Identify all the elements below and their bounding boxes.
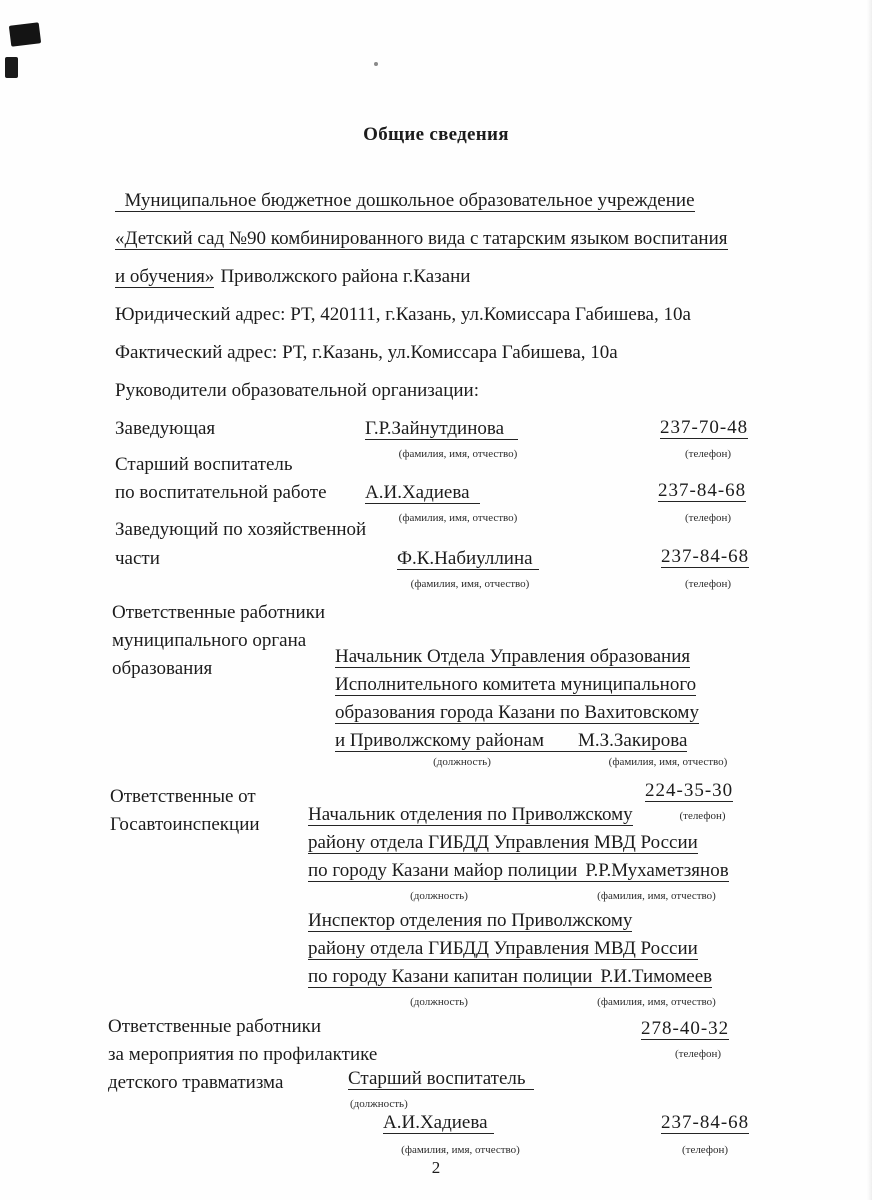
scan-artifact [374, 62, 378, 66]
underlined-text: 237-70-48 [660, 417, 749, 438]
position-caption: (должность) [350, 1098, 408, 1110]
official-phone [645, 778, 733, 804]
leader-name [365, 416, 518, 442]
institution-name-line-2 [115, 226, 728, 252]
officer-position-line [308, 830, 698, 856]
official-position-line [335, 700, 699, 726]
phone-caption: (телефон) [681, 1144, 729, 1156]
officer-position-line [308, 908, 632, 934]
position-caption: (должность) [410, 890, 468, 902]
officer-name: Р.И.Тимомеев [600, 966, 713, 987]
leader-phone [660, 415, 748, 441]
official-position-line [335, 644, 690, 670]
leader-phone [661, 544, 749, 570]
scan-artifact [9, 22, 41, 46]
section-label: образования [112, 658, 213, 679]
phone-caption: (телефон) [679, 810, 726, 822]
position-caption: (должность) [433, 756, 491, 768]
underlined-text: 224-35-30 [645, 780, 734, 801]
phone-caption: (телефон) [684, 512, 732, 524]
leader-name [397, 546, 539, 572]
underlined-text: Начальник отделения по Приволжскому [308, 804, 633, 825]
section-label: Ответственные работники [108, 1016, 322, 1037]
section-label: Госавтоинспекции [110, 814, 260, 835]
scan-artifact [5, 57, 18, 78]
responsible-name [383, 1110, 494, 1136]
fio-caption: (фамилия, имя, отчество) [608, 756, 728, 768]
officer-name: Р.Р.Мухаметзянов [585, 860, 729, 881]
underlined-text: А.И.Хадиева [383, 1112, 494, 1134]
leader-phone [658, 478, 746, 504]
fio-caption: (фамилия, имя, отчество) [401, 1144, 520, 1156]
leader-name [365, 480, 480, 506]
fio-caption: (фамилия, имя, отчество) [398, 512, 518, 524]
underlined-text: 237-84-68 [661, 546, 750, 567]
page-number: 2 [431, 1158, 441, 1177]
fio-caption: (фамилия, имя, отчество) [410, 578, 530, 590]
leader-role-label: по воспитательной работе [115, 482, 327, 503]
phone-caption: (телефон) [674, 1048, 722, 1060]
position-text: по городу Казани капитан полиции [308, 966, 593, 987]
underlined-text: району отдела ГИБДД Управления МВД России [308, 832, 698, 853]
heads-heading: Руководители образовательной организации: [115, 380, 480, 401]
fio-caption: (фамилия, имя, отчество) [398, 448, 518, 460]
section-label: детского травматизма [108, 1072, 284, 1093]
section-label: Ответственные от [110, 786, 256, 807]
official-position-and-name [335, 728, 687, 754]
fio-caption: (фамилия, имя, отчество) [597, 890, 716, 902]
officer-phone [641, 1016, 729, 1042]
underlined-text: «Детский сад №90 комбинированного вида с татарским языком воспитания [115, 228, 728, 249]
underlined-text: 237-84-68 [661, 1112, 750, 1133]
phone-caption: (телефон) [684, 578, 732, 590]
position-text: и Приволжскому районам [335, 730, 544, 751]
document-title: Общие сведения [363, 124, 509, 145]
underlined-text: 237-84-68 [658, 480, 747, 501]
position-caption: (должность) [410, 996, 468, 1008]
leader-role-label: Заведующая [115, 418, 216, 439]
underlined-text: Начальник Отдела Управления образования [335, 646, 691, 667]
underlined-text: Муниципальное бюджетное дошкольное образовательное учреждение [115, 190, 695, 211]
institution-name-line-3 [115, 264, 470, 290]
underlined-text: Инспектор отделения по Приволжскому [308, 910, 633, 931]
scan-edge-shadow [867, 0, 872, 1200]
section-label: Ответственные работники [112, 602, 326, 623]
underlined-text: Старший воспитатель [348, 1068, 534, 1090]
underlined-text [308, 966, 712, 988]
underlined-text [308, 860, 729, 882]
underlined-text: Ф.К.Набиуллина [397, 548, 539, 570]
underlined-text: образования города Казани по Вахитовскому [335, 702, 699, 723]
plain-text: Приволжского района г.Казани [220, 266, 471, 287]
underlined-text: району отдела ГИБДД Управления МВД России [308, 938, 698, 959]
legal-address: Юридический адрес: РТ, 420111, г.Казань, ул.Комиссара Габишева, 10а [115, 304, 691, 325]
underlined-text: Г.Р.Зайнутдинова [365, 418, 518, 440]
underlined-text: 278-40-32 [641, 1018, 730, 1039]
leader-role-label: Старший воспитатель [115, 454, 293, 475]
actual-address: Фактический адрес: РТ, г.Казань, ул.Комиссара Габишева, 10а [115, 342, 618, 363]
officer-position-line [308, 936, 698, 962]
section-label: за мероприятия по профилактике [108, 1044, 378, 1065]
officer-position-line [308, 802, 633, 828]
official-position-line [335, 672, 696, 698]
underlined-text: и обучения» [115, 266, 215, 287]
responsible-position [348, 1066, 534, 1092]
institution-name-line-1 [115, 188, 695, 214]
official-name: М.З.Закирова [578, 730, 688, 751]
phone-caption: (телефон) [684, 448, 732, 460]
responsible-phone [661, 1110, 749, 1136]
leader-role-label: части [115, 548, 160, 569]
underlined-text: А.И.Хадиева [365, 482, 480, 504]
officer-position-and-name [308, 964, 712, 990]
fio-caption: (фамилия, имя, отчество) [597, 996, 716, 1008]
underlined-text: Исполнительного комитета муниципального [335, 674, 697, 695]
position-text: по городу Казани майор полиции [308, 860, 578, 881]
underlined-text [335, 730, 687, 752]
officer-position-and-name [308, 858, 729, 884]
section-label: муниципального органа [112, 630, 307, 651]
leader-role-label: Заведующий по хозяйственной [115, 519, 367, 540]
